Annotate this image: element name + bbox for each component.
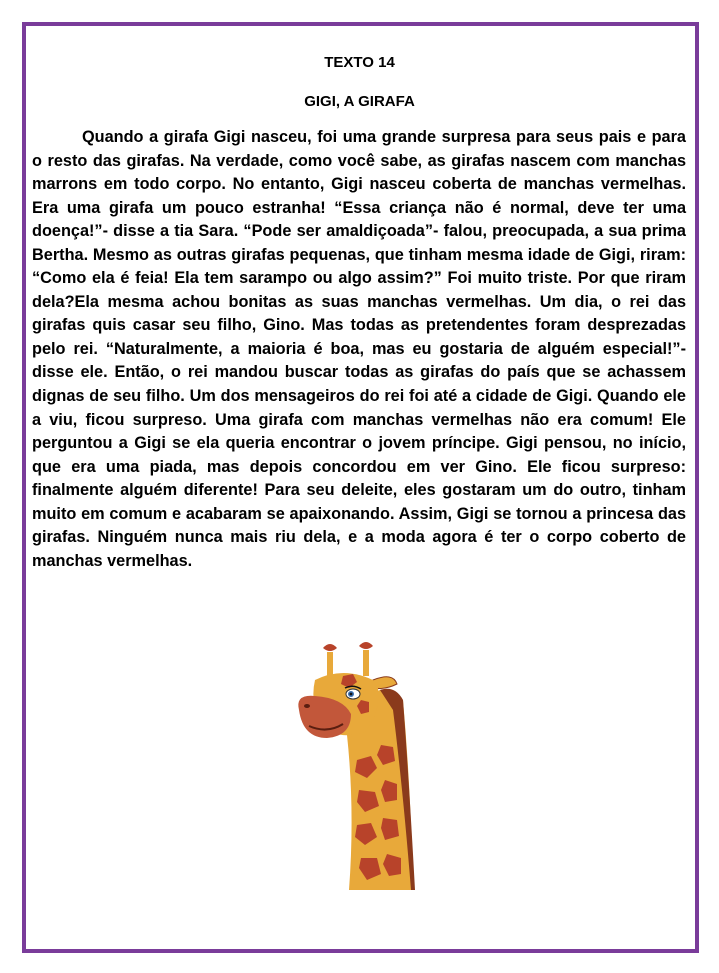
- text-number: TEXTO 14: [324, 54, 395, 71]
- story-body: Quando a girafa Gigi nasceu, foi uma grande surpresa para seus pais e para o resto das girafas. Na verdade, como você sabe, as girafas nascem com manchas marrons em todo corpo. No entanto, Gigi nasceu coberta de manchas vermelhas. Era uma girafa um pouco estranha! “Essa criança não é normal, deve ter uma doença!”- disse a tia Sara. “Pode ser amaldiçoada”- falou, preocupada, a sua prima Bertha. Mesmo as outras girafas pequenas, que tinham mesma idade de Gigi, riram: “Como ela é feia! Ela tem sarampo ou algo assim?” Foi muito triste. Por que riram dela?Ela mesma achou bonitas as suas manchas vermelhas. Um dia, o rei das girafas quis casar seu filho, Gino. Mas todas as pretendentes foram desprezadas pelo rei. “Naturalmente, a maioria é boa, mas eu gostaria de alguém especial!”- disse ele. Então, o rei mandou buscar todas as girafas do país que se achassem dignas de seu filho. Um dos mensageiros do rei foi até a cidade de Gigi. Quando ele a viu, ficou surpreso. Uma girafa com manchas vermelhas não era comum! Ele perguntou a Gigi se ela queria encontrar o jovem príncipe. Gigi pensou, no início, que era uma piada, mas depois concordou em ver Gino. Ele ficou surpreso: finalmente alguém diferente! Para seu deleite, eles gostaram um do outro, tinham muito em comum e acabaram se apaixonando. Assim, Gigi se tornou a princesa das girafas. Ninguém nunca mais riu dela, e a moda agora é ter o corpo coberto de manchas vermelhas.: [32, 128, 686, 570]
- giraffe-illustration: [285, 640, 425, 890]
- story-title: GIGI, A GIRAFA: [304, 93, 415, 110]
